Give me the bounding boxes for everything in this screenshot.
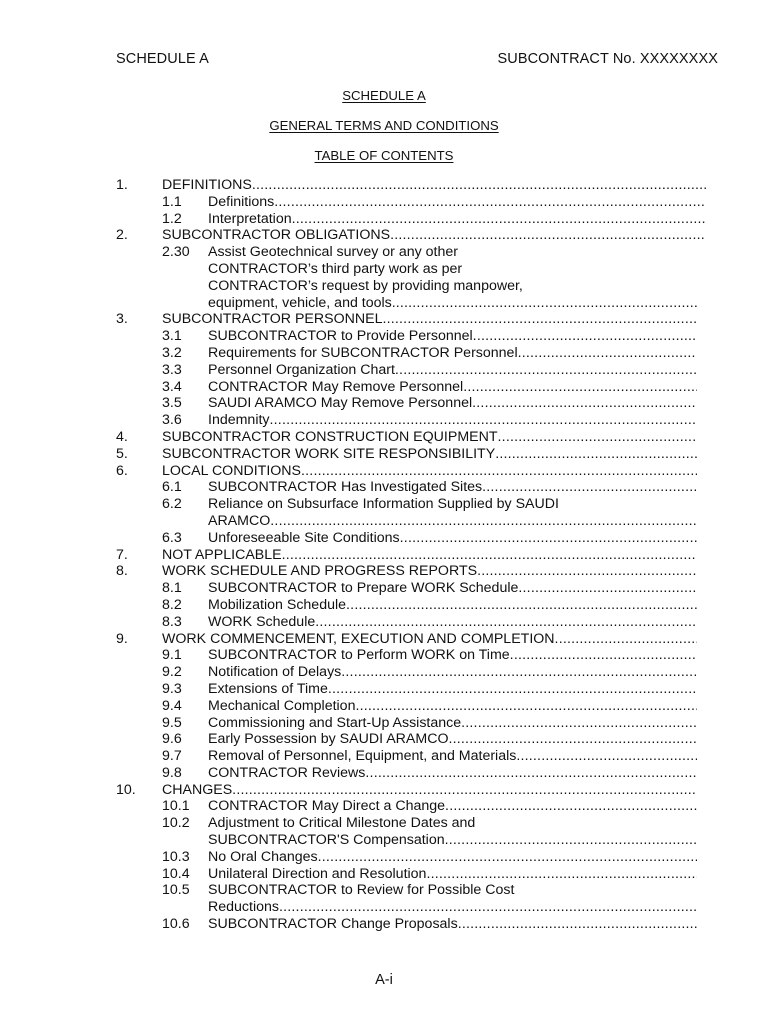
general-terms-title: GENERAL TERMS AND CONDITIONS [269,118,499,133]
page-number: A-i [375,972,393,988]
toc-entry-9-4 [0,698,768,715]
table-of-contents [0,177,768,933]
dot-leader [445,798,697,815]
toc-entry-number: 10.4 [162,865,190,882]
toc-entry-title: CONTRACTOR May Direct a Change [208,798,446,815]
dot-leader [355,698,697,715]
toc-entry-3-6 [0,412,768,429]
toc-entry-title: Adjustment to Critical Milestone Dates and [208,815,476,832]
toc-entry-title: Assist Geotechnical survey or any other [208,244,458,261]
schedule-title: SCHEDULE A [342,88,426,103]
toc-entry-title: CHANGES [162,781,233,798]
toc-entry-number: 6.1 [162,479,182,496]
toc-entry-title: Requirements for SUBCONTRACTOR Personnel [208,344,518,361]
toc-entry-title-with-leader [208,412,697,429]
toc-entry-10-1 [0,798,768,815]
toc-entry-10 [0,782,768,799]
toc-entry-title-with-leader [208,798,697,815]
toc-entry-9-3 [0,681,768,698]
toc-entry-number: 9.5 [162,714,182,731]
toc-entry-3-3 [0,362,768,379]
toc-entry-1-2 [0,211,768,228]
toc-entry-3 [0,311,768,328]
toc-entry-number: 6.2 [162,496,182,513]
toc-entry-number: 9.7 [162,748,182,765]
toc-entry-9-7 [0,748,768,765]
toc-entry-number: 8.2 [162,596,182,613]
toc-entry-title: CONTRACTOR’s request by providing manpower, [208,277,523,294]
toc-entry-6-2 [0,496,768,513]
dot-leader [318,849,697,866]
toc-entry-title: SUBCONTRACTOR OBLIGATIONS [162,227,391,244]
toc-entry-title-with-leader [208,395,697,412]
toc-entry-title-with-leader [208,513,697,530]
toc-entry-2-30-line-3 [0,278,768,295]
toc-entry-number: 3.5 [162,395,182,412]
dot-leader [445,832,697,849]
toc-entry-title: SUBCONTRACTOR to Review for Possible Cost [208,882,515,899]
toc-entry-title-with-leader [208,597,697,614]
toc-entry-number: 9. [116,630,128,647]
toc-entry-1-1 [0,194,768,211]
toc-entry-title: DEFINITIONS [162,177,252,193]
toc-entry-title: WORK COMMENCEMENT, EXECUTION AND COMPLETION [162,630,555,647]
toc-entry-number: 10.1 [162,798,190,815]
toc-entry-title-with-leader [208,580,697,597]
toc-entry-title-with-leader [208,614,697,631]
toc-entry-10-5-line-2 [0,899,768,916]
toc-entry-number: 2. [116,227,128,244]
dot-leader [510,647,697,664]
dot-leader [252,177,706,194]
toc-entry-title-with-leader [208,715,697,732]
dot-leader [232,782,697,799]
toc-entry-title-with-leader [162,227,706,244]
toc-entry-title-with-leader [162,563,697,580]
table-of-contents-title: TABLE OF CONTENTS [314,148,454,163]
header-schedule-label: SCHEDULE A [116,51,209,67]
dot-leader [448,731,697,748]
toc-entry-number: 7. [116,546,128,563]
toc-entry-number: 10.6 [162,916,190,933]
toc-entry-9-8 [0,765,768,782]
dot-leader [365,765,697,782]
toc-entry-title-with-leader [208,379,697,396]
toc-entry-title: Notification of Delays [208,664,342,681]
toc-entry-number: 9.1 [162,647,182,664]
toc-entry-title: Commissioning and Start-Up Assistance [208,714,462,731]
toc-entry-number: 4. [116,428,128,445]
toc-entry-number: 3.2 [162,344,182,361]
toc-entry-2-30-line-2 [0,261,768,278]
toc-entry-title: WORK Schedule [208,613,316,630]
toc-entry-9-1 [0,647,768,664]
toc-entry-number: 9.6 [162,731,182,748]
toc-entry-title: SUBCONTRACTOR'S Compensation [208,832,445,849]
toc-entry-number: 9.4 [162,697,182,714]
toc-entry-title: SUBCONTRACTOR PERSONNEL [162,311,383,328]
dot-leader [346,597,697,614]
toc-entry-title: SAUDI ARAMCO May Remove Personnel [208,395,473,412]
toc-entry-2 [0,227,768,244]
toc-entry-number: 3.1 [162,328,182,345]
toc-entry-number: 9.2 [162,664,182,681]
toc-entry-6-3 [0,530,768,547]
toc-entry-8-1 [0,580,768,597]
toc-entry-7 [0,547,768,564]
toc-entry-title: NOT APPLICABLE [162,546,282,563]
toc-entry-6-1 [0,479,768,496]
dot-leader [516,748,697,765]
toc-entry-title-with-leader [208,211,706,228]
toc-entry-title: Removal of Personnel, Equipment, and Materials [208,748,517,765]
toc-entry-number: 3.4 [162,378,182,395]
toc-entry-10-6 [0,916,768,933]
toc-entry-number: 1.1 [162,193,182,210]
dot-leader [396,295,697,312]
toc-entry-title-with-leader [208,479,697,496]
toc-entry-10-3 [0,849,768,866]
toc-entry-number: 8.1 [162,580,182,597]
toc-entry-title-with-leader [208,647,697,664]
toc-entry-title-with-leader [208,362,697,379]
toc-entry-8-3 [0,614,768,631]
toc-entry-number: 3.3 [162,361,182,378]
toc-entry-title: Reliance on Subsurface Information Supplied by SAUDI [208,496,559,513]
toc-entry-number: 10. [116,781,136,798]
toc-entry-title: SUBCONTRACTOR to Prepare WORK Schedule [208,580,519,597]
toc-entry-title-with-leader [208,530,697,547]
dot-leader [555,631,697,648]
toc-entry-10-4 [0,866,768,883]
toc-entry-title: No Oral Changes [208,848,318,865]
dot-leader [390,227,706,244]
dot-leader [270,412,697,429]
toc-entry-title-with-leader [162,446,697,463]
dot-leader [426,866,697,883]
toc-entry-title-with-leader [208,328,697,345]
toc-entry-title-with-leader [208,681,697,698]
toc-entry-3-2 [0,345,768,362]
dot-leader [341,664,697,681]
toc-entry-title: Interpretation [208,210,292,227]
toc-entry-8 [0,563,768,580]
toc-entry-title-with-leader [208,832,697,849]
toc-entry-number: 6. [116,462,128,479]
toc-entry-title-with-leader [162,463,697,480]
toc-entry-title: Reductions [208,899,279,916]
toc-entry-title-with-leader [208,664,697,681]
dot-leader [279,899,697,916]
toc-entry-title-with-leader [208,295,697,312]
toc-entry-2-30 [0,244,768,261]
toc-entry-title-with-leader [162,177,706,194]
toc-entry-number: 5. [116,445,128,462]
toc-entry-title: Early Possession by SAUDI ARAMCO [208,731,449,748]
toc-entry-title-with-leader [208,345,697,362]
dot-leader [458,916,697,933]
toc-entry-1 [0,177,768,194]
toc-entry-title-with-leader [208,866,697,883]
toc-entry-number: 1. [116,177,128,193]
toc-entry-title: SUBCONTRACTOR CONSTRUCTION EQUIPMENT [162,428,498,445]
toc-entry-title-with-leader [208,748,697,765]
toc-entry-number: 3.6 [162,412,182,429]
toc-entry-number: 3. [116,311,128,328]
toc-entry-title: SUBCONTRACTOR to Perform WORK on Time [208,647,510,664]
toc-entry-title-with-leader [208,916,697,933]
toc-entry-title-with-leader [208,899,697,916]
toc-entry-4 [0,429,768,446]
toc-entry-title: SUBCONTRACTOR Change Proposals [208,916,458,933]
dot-leader [482,479,697,496]
toc-entry-9 [0,631,768,648]
toc-entry-title-with-leader [162,547,697,564]
toc-entry-number: 8. [116,563,128,580]
dot-leader [477,563,697,580]
toc-entry-title: Mechanical Completion [208,697,356,714]
toc-entry-9-2 [0,664,768,681]
dot-leader [282,547,697,564]
toc-entry-number: 10.2 [162,815,190,832]
toc-entry-number: 9.8 [162,764,182,781]
toc-entry-number: 8.3 [162,613,182,630]
dot-leader [382,311,697,328]
toc-entry-title-with-leader [162,631,697,648]
toc-entry-title-with-leader [162,429,697,446]
dot-leader [463,379,697,396]
dot-leader [518,345,697,362]
toc-entry-title: ARAMCO [208,512,271,529]
toc-entry-10-5 [0,882,768,899]
dot-leader [473,328,697,345]
toc-entry-title-with-leader [208,698,697,715]
toc-entry-3-5 [0,395,768,412]
toc-entry-title: Personnel Organization Chart [208,361,395,378]
toc-entry-3-4 [0,379,768,396]
toc-entry-6-2-line-2 [0,513,768,530]
dot-leader [498,429,697,446]
toc-entry-3-1 [0,328,768,345]
toc-entry-9-6 [0,731,768,748]
toc-entry-title-with-leader [208,849,697,866]
toc-entry-number: 10.5 [162,882,190,899]
dot-leader [395,362,697,379]
toc-entry-title-with-leader [208,194,706,211]
toc-entry-number: 2.30 [162,244,190,261]
toc-entry-title-with-leader [162,782,697,799]
toc-entry-number: 10.3 [162,848,190,865]
toc-entry-title: Definitions [208,193,275,210]
dot-leader [400,530,697,547]
toc-entry-title: CONTRACTOR Reviews [208,764,366,781]
toc-entry-title-with-leader [208,765,697,782]
toc-entry-title: Indemnity [208,412,270,429]
toc-entry-number: 6.3 [162,529,182,546]
toc-entry-title-with-leader [162,311,697,328]
toc-entry-5 [0,446,768,463]
dot-leader [518,580,697,597]
toc-entry-title: WORK SCHEDULE AND PROGRESS REPORTS [162,563,478,580]
toc-entry-title: LOCAL CONDITIONS [162,462,302,479]
toc-entry-title: Unforeseeable Site Conditions [208,529,400,546]
toc-entry-title: CONTRACTOR May Remove Personnel [208,378,464,395]
toc-entry-10-2-line-2 [0,832,768,849]
dot-leader [315,614,697,631]
dot-leader [328,681,697,698]
toc-entry-6 [0,463,768,480]
dot-leader [495,446,697,463]
toc-entry-8-2 [0,597,768,614]
dot-leader [472,395,697,412]
toc-entry-title: SUBCONTRACTOR Has Investigated Sites [208,479,483,496]
dot-leader [274,194,706,211]
dot-leader [461,715,697,732]
toc-entry-title: SUBCONTRACTOR WORK SITE RESPONSIBILITY [162,445,496,462]
toc-entry-title: CONTRACTOR’s third party work as per [208,260,463,277]
toc-entry-title: SUBCONTRACTOR to Provide Personnel [208,328,473,345]
toc-entry-number: 1.2 [162,210,182,227]
dot-leader [301,463,697,480]
toc-entry-10-2 [0,815,768,832]
toc-entry-title: equipment, vehicle, and tools. [208,294,396,311]
dot-leader [270,513,697,530]
toc-entry-title: Extensions of Time [208,680,328,697]
header-subcontract-number: SUBCONTRACT No. XXXXXXXX [497,51,718,67]
toc-entry-number: 9.3 [162,680,182,697]
dot-leader [292,211,706,228]
toc-entry-title: Unilateral Direction and Resolution [208,865,427,882]
toc-entry-title: Mobilization Schedule [208,596,347,613]
toc-entry-title-with-leader [208,731,697,748]
toc-entry-2-30-line-4 [0,295,768,312]
toc-entry-9-5 [0,715,768,732]
